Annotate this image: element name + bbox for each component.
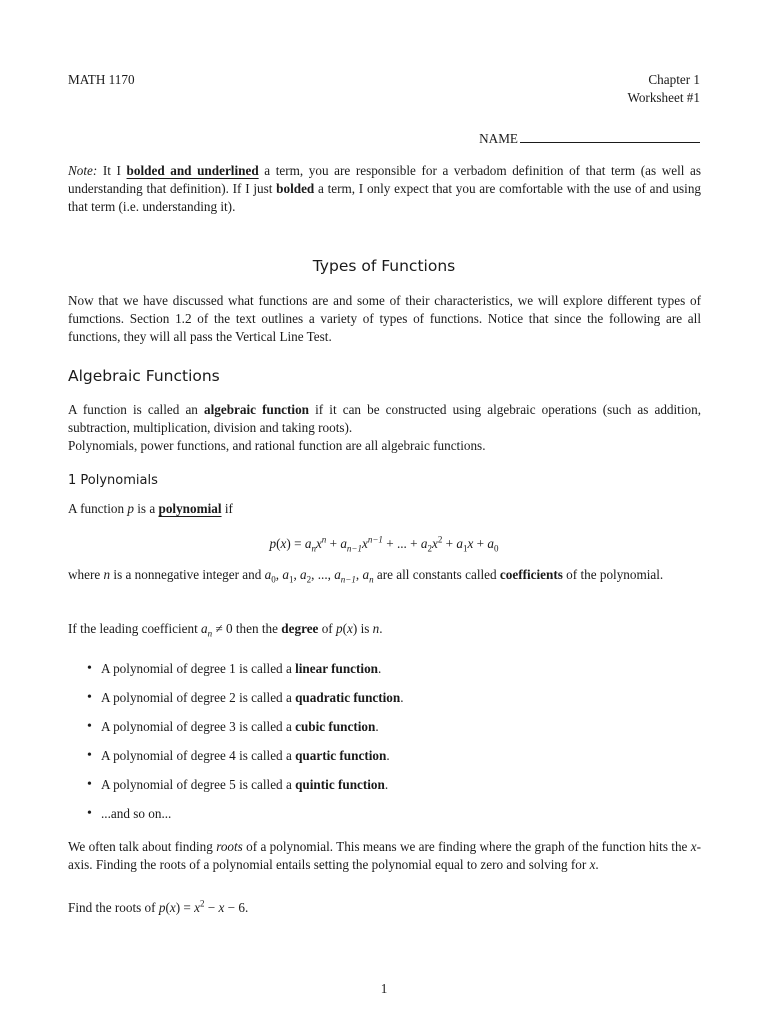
page-title: Types of Functions — [312, 257, 456, 275]
page-number: 1 — [380, 981, 388, 996]
chapter-label: Chapter 1 — [648, 72, 700, 87]
coefficient-list: $a_0$, $a_1$, $a_2$, ..., $a_{n-1}$, $a_n$ — [264, 567, 374, 585]
roots-word: roots — [216, 839, 243, 854]
list-item: • A polynomial of degree 1 is called a linear function. — [88, 660, 368, 678]
name-field — [479, 129, 700, 148]
algebraic-function-term: algebraic function — [204, 402, 310, 417]
bold-underlined-example: bolded and underlined — [126, 163, 259, 178]
roots-paragraph: We often talk about finding roots of a polynomial. This means we are finding where the graph of the function hits the x-axis. Finding the roots of a polynomial entails setting the polynomial equal to zero and solving for x. — [68, 839, 702, 872]
note-paragraph: Note: It I bolded and underlined a term, you are responsible for a verbadom definition of that term (as well as understanding that definition). If I just bolded a term, I only expect that you are comfortable with the use of and using that term (i.e. understanding it). — [68, 163, 702, 214]
list-item: • A polynomial of degree 5 is called a quintic function. — [88, 776, 375, 794]
bolded-example: bolded — [276, 181, 315, 196]
course-code: MATH 1170 — [68, 72, 135, 87]
polynomial-equation: $p(x) = a_nx^n + a_{n-1}x^{n-1}$ + ... + $a_2x^2 + a_1x + a_0$ — [269, 534, 499, 554]
degree-term: degree — [281, 621, 319, 636]
list-item: • ...and so on... — [88, 805, 158, 823]
coefficients-term: coefficients — [499, 567, 563, 582]
algebraic-paragraph: A function is called an algebraic function if it can be constructed using algebraic operations (such as addition, subtraction, multiplication, division and taking roots). — [68, 402, 701, 435]
polynomial-term: polynomial — [158, 501, 222, 516]
section-heading-algebraic: Algebraic Functions — [68, 367, 220, 385]
intro-paragraph: Now that we have discussed what functions are and some of their characteristics, we will explore different types of fumctions. Section 1.2 of the text outlines a variety of types of functions. Notice that since the following are all functions, they will all pass the Vertical Line Test. — [68, 293, 701, 344]
degree-paragraph: If the leading coefficient $a_n \ne 0$ then the degree of p(x) is n. — [68, 621, 383, 639]
list-item: • A polynomial of degree 2 is called a quadratic function. — [88, 689, 391, 707]
polynomial-definition: A function p is a polynomial if — [68, 501, 233, 516]
worksheet-label: Worksheet #1 — [627, 90, 700, 105]
name-label: NAME — [479, 131, 518, 146]
name-blank-line — [520, 129, 700, 143]
list-item: • A polynomial of degree 3 is called a cubic function. — [88, 718, 366, 736]
list-item: • A polynomial of degree 4 is called a quartic function. — [88, 747, 377, 765]
subsection-heading-polynomials: 1 Polynomials — [68, 473, 158, 488]
note-label: Note: — [68, 163, 98, 178]
roots-exercise: Find the roots of $p(x) = x^2 - x - 6$. — [68, 898, 249, 915]
chapter-block — [627, 71, 700, 107]
coefficients-paragraph: where n is a nonnegative integer and $a_0$, $a_1$, $a_2$, ..., $a_{n-1}$, $a_n$ are all constants called coefficients of the polynomial. — [68, 567, 664, 585]
algebraic-examples: Polynomials, power functions, and rational function are all algebraic functions. — [68, 438, 486, 453]
